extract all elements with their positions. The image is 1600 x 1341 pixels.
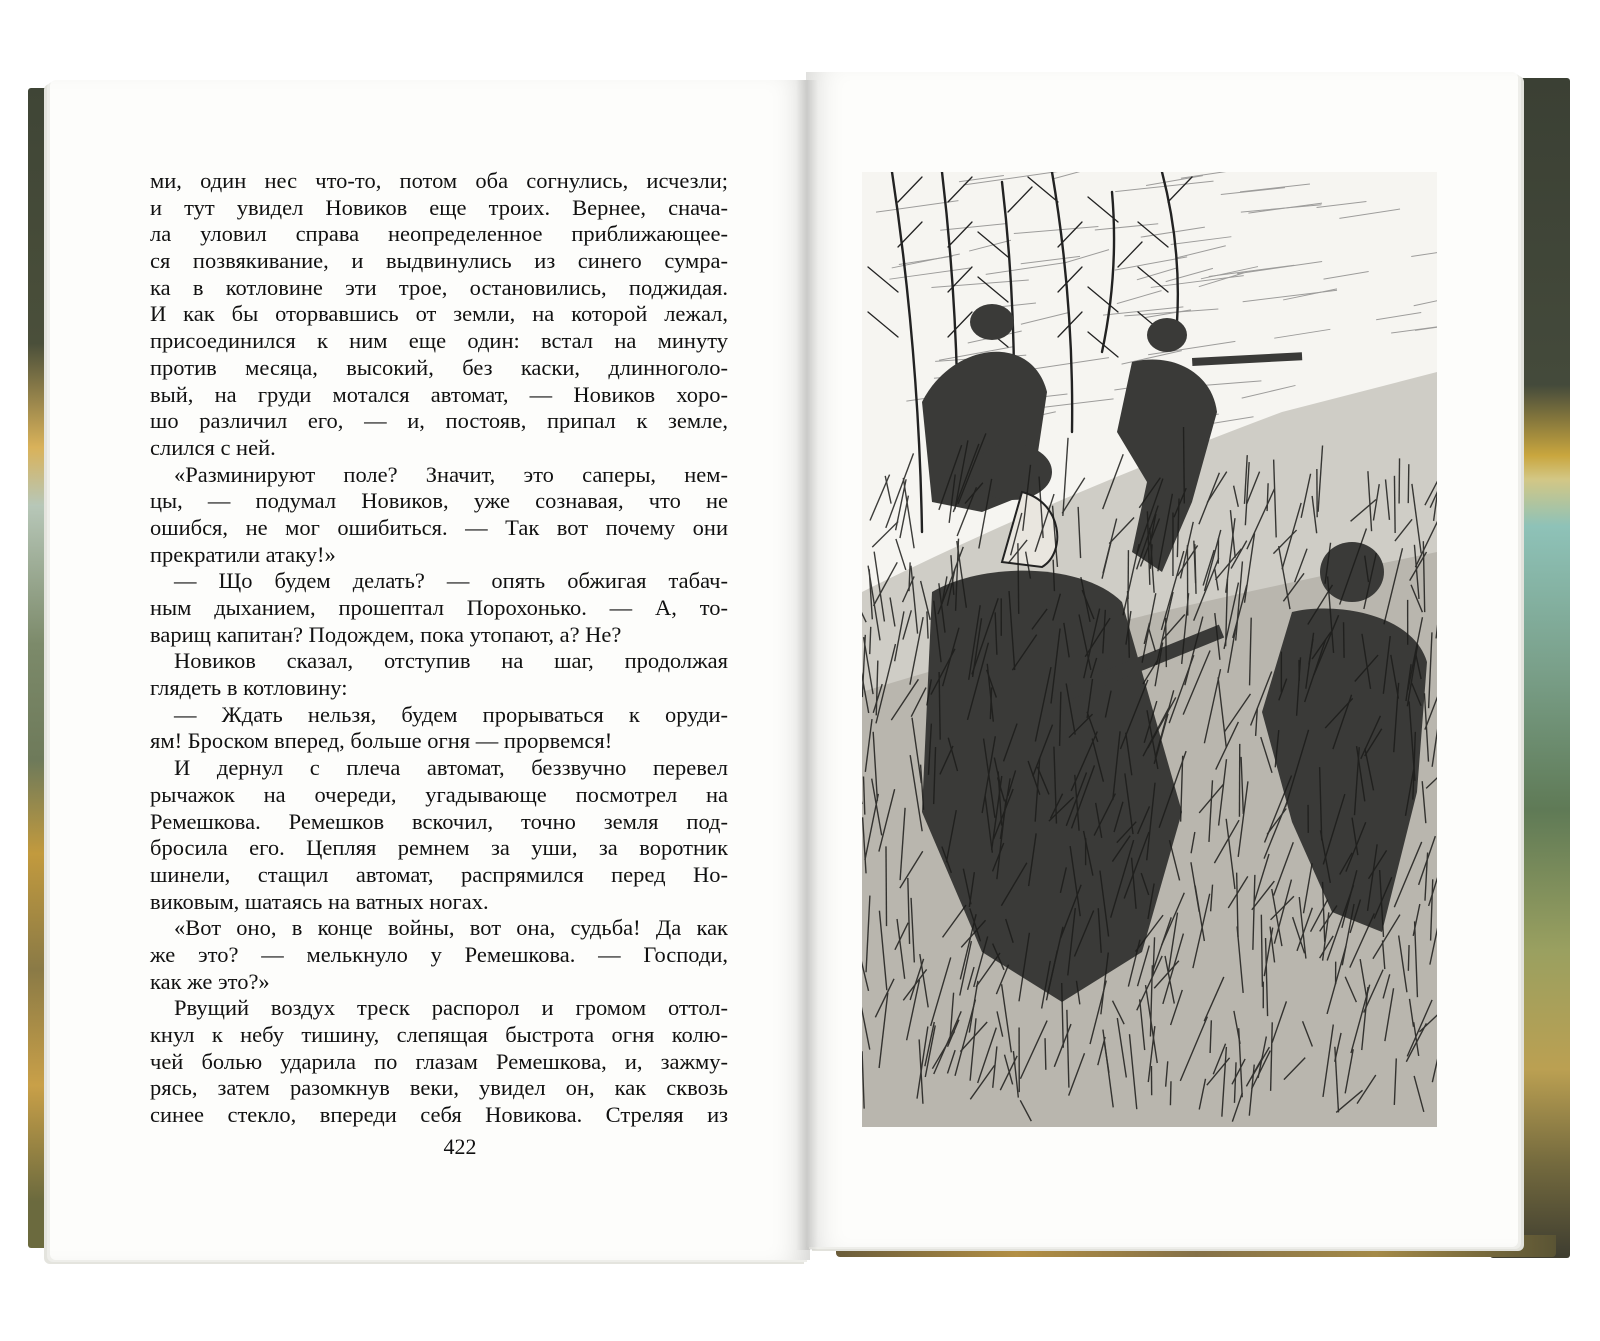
text-line: Ремешкова. Ремешков вскочил, точно земля под- <box>150 808 728 834</box>
text-line: глядеть в котловину: <box>150 675 348 701</box>
text-line: Новиков сказал, отступив на шаг, продолжая <box>174 648 728 674</box>
text-line: «Разминируют поле? Значит, это саперы, нем- <box>174 461 728 487</box>
text-line: прекратили атаку!» <box>150 541 336 567</box>
text-line: шо различил его, — и, постояв, припал к земле, <box>150 408 728 434</box>
illustration-image <box>862 172 1437 1127</box>
text-line: бросила его. Цепляя ремнем за уши, за воротник <box>150 835 728 861</box>
text-line: против месяца, высокий, без каски, длинноголо- <box>150 354 728 380</box>
text-line: И дернул с плеча автомат, беззвучно перевел <box>174 755 728 781</box>
text-line: рясь, затем разомкнув веки, увидел он, как сквозь <box>150 1075 728 1101</box>
text-line: и тут увидел Новиков еще троих. Вернее, снача- <box>150 194 728 220</box>
text-line: кнул к небу тишину, слепящая быстрота огня колю- <box>150 1022 728 1047</box>
text-line: ся позвякивание, и выдвинулись из синего сумра- <box>150 248 728 274</box>
text-line: ла уловил справа неопределенное приближающее- <box>150 221 728 247</box>
illustration-soldiers-sketch <box>862 172 1437 1127</box>
text-line: ным дыханием, прошептал Порохонько. — А, то- <box>150 595 728 620</box>
text-line: рычажок на очереди, угадывающе посмотрел на <box>150 781 728 807</box>
text-line: чей болью ударила по глазам Ремешкова, и, зажму- <box>150 1048 728 1074</box>
page-number: 422 <box>443 1134 477 1159</box>
text-line: — Ждать нельзя, будем прорываться к оруди- <box>174 701 728 727</box>
text-line: ошибся, не мог ошибиться. — Так вот почему они <box>150 514 728 540</box>
left-page-text <box>150 168 728 1129</box>
right-page <box>806 72 1518 1247</box>
text-line: присоединился к ним еще один: встал на минуту <box>150 328 728 354</box>
book-gutter <box>796 80 818 1250</box>
text-line: цы, — подумал Новиков, уже сознавая, что не <box>150 488 728 514</box>
left-page <box>50 80 810 1260</box>
text-line: И как бы оторвавшись от земли, на которой лежал, <box>150 301 728 327</box>
text-line: синее стекло, впереди себя Новикова. Стреляя из <box>150 1102 728 1128</box>
text-line: варищ капитан? Подождем, пока утопают, а? Не? <box>150 621 622 647</box>
soldier-helmet-far-left <box>970 304 1014 340</box>
text-line: вый, на груди мотался автомат, — Новиков хоро- <box>150 381 728 407</box>
soldier-helmet-rifleman <box>1147 318 1187 352</box>
text-line: «Вот оно, в конце войны, вот она, судьба! Да как <box>174 915 728 941</box>
text-line: как же это?» <box>150 968 270 994</box>
text-line: же это? — мелькнуло у Ремешкова. — Господи, <box>150 941 728 967</box>
text-line: виковым, шатаясь на ватных ногах. <box>150 888 489 914</box>
text-line: — Що будем делать? — опять обжигая табач- <box>174 568 728 594</box>
text-line: слился с ней. <box>150 434 276 460</box>
text-line: ми, один нес что-то, потом оба согнулись, исчезли; <box>150 168 728 193</box>
text-line: ям! Броском вперед, больше огня — прорвемся! <box>150 728 613 754</box>
text-line: ка в котловине эти трое, остановились, поджидая. <box>150 274 728 300</box>
text-line: шинели, стащил автомат, распрямился перед Но- <box>150 861 728 887</box>
text-line: Рвущий воздух треск распорол и громом оттол- <box>174 995 728 1021</box>
